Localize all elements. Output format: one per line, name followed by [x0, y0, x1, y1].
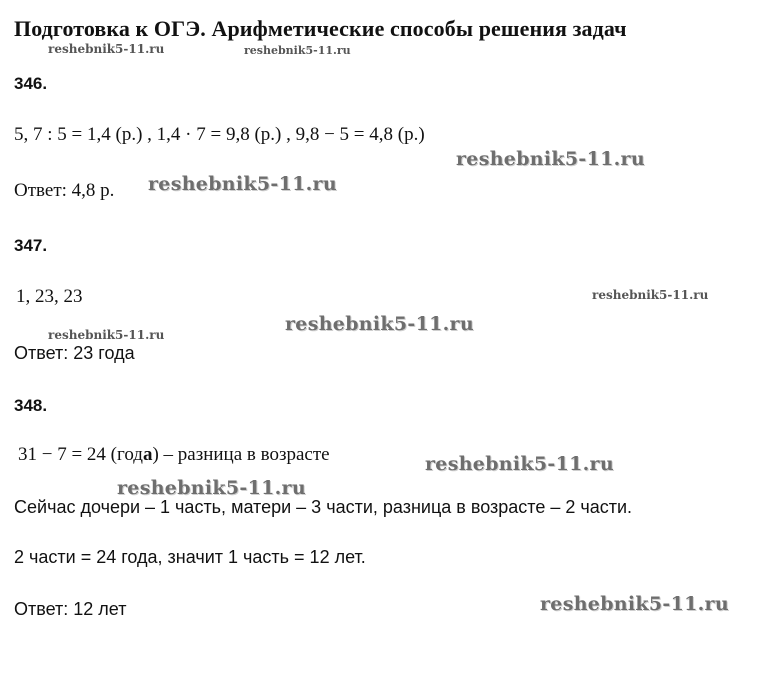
watermark: reshebnik5-11.ru: [592, 288, 709, 302]
page-title: Подготовка к ОГЭ. Арифметические способы решения задач: [14, 16, 627, 41]
watermark: reshebnik5-11.ru: [425, 453, 614, 475]
watermark: reshebnik5-11.ru: [48, 42, 165, 56]
watermark: reshebnik5-11.ru: [540, 593, 729, 615]
watermark: reshebnik5-11.ru: [48, 328, 165, 342]
problem-number: 347.: [14, 236, 48, 255]
solution-line: 1, 23, 23: [16, 286, 83, 307]
answer-line: Ответ: 4,8 р.: [14, 180, 115, 201]
watermark: reshebnik5-11.ru: [456, 148, 645, 170]
formula-tail: ) – разница в возрасте: [152, 444, 330, 465]
problem-number: 348.: [14, 396, 48, 415]
watermark: reshebnik5-11.ru: [148, 173, 337, 195]
solution-line: 2 части = 24 года, значит 1 часть = 12 лет.: [14, 547, 366, 567]
watermark: reshebnik5-11.ru: [285, 313, 474, 335]
watermark: reshebnik5-11.ru: [117, 477, 306, 499]
formula-bold-letter: а: [142, 444, 153, 465]
problem-number: 346.: [14, 74, 48, 93]
answer-line: Ответ: 23 года: [14, 343, 135, 363]
solution-line: 5, 7 : 5 = 1,4 (р.) , 1,4 · 7 = 9,8 (р.) , 9,8 − 5 = 4,8 (р.): [14, 124, 425, 145]
watermark: reshebnik5-11.ru: [244, 44, 351, 57]
formula-text: 31 − 7 = 24 (год: [18, 444, 143, 465]
solution-line: Сейчас дочери – 1 часть, матери – 3 части, разница в возрасте – 2 части.: [14, 497, 633, 517]
solution-line: [18, 444, 330, 466]
answer-line: Ответ: 12 лет: [14, 599, 127, 619]
